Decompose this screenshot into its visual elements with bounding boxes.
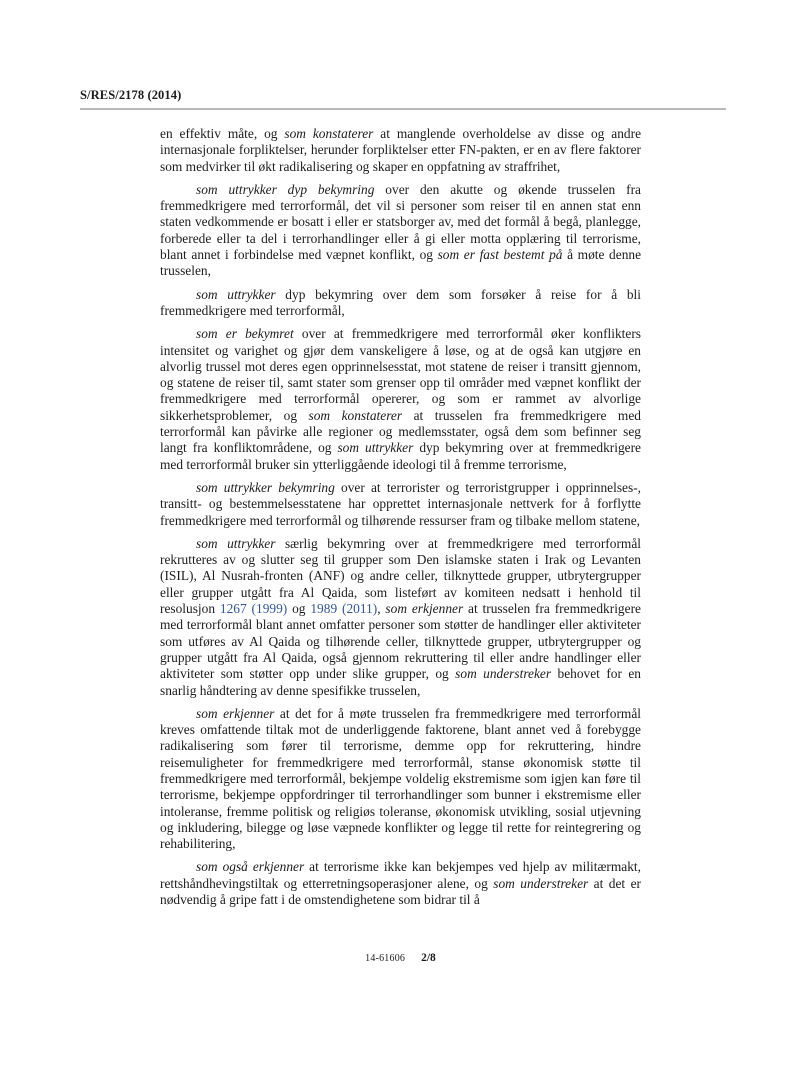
italic-phrase: som understreker (455, 666, 552, 682)
italic-phrase: som understreker (493, 875, 589, 891)
resolution-link[interactable]: 1267 (1999) (219, 601, 288, 617)
text-run: at terrorisme ikke kan bekjempes ved hjelp av militærmakt, rettshåndhevingstiltak og etterretningsoperasjoner alene, og (160, 859, 641, 891)
document-body (160, 126, 641, 915)
italic-phrase: som erkjenner (196, 705, 275, 721)
italic-phrase: som er bekymret (196, 326, 294, 342)
document-number: S/RES/2178 (2014) (80, 88, 182, 102)
text-run: at manglende overholdelse av disse og andre internasjonale forpliktelser, herunder forpliktelser etter FN-pakten, er en av flere faktorer som medvirker til økt radikalisering og skaper en oppfatning av straffrihet, (160, 126, 642, 174)
italic-phrase: som konstaterer (284, 126, 374, 141)
italic-phrase: som uttrykker bekymring (196, 479, 335, 495)
text-run: dyp bekymring over at fremmedkrigere med terrorformål bruker sin ytterliggående ideologi til å fremme terrorisme, (160, 440, 641, 472)
header-rule (80, 108, 726, 110)
text-run: at trusselen fra fremmedkrigere med terrorformål blant annet omfatter personer som støtter de handlinger eller aktiviteter som utføres av Al Qaida og tilhørende celler, tilknyttede grupper, utbrytergrupper og grupper utgått fra Al Qaida, også gjennom rekruttering til eller andre handlinger eller aktiviteter som støtter opp under slike grupper, og (160, 601, 641, 682)
paragraph (160, 706, 641, 853)
text-run: at det er nødvendig å gripe fatt i de omstendighetene som bidrar til å (160, 875, 641, 908)
job-number: 14-61606 (365, 953, 406, 964)
text-run: , (377, 601, 386, 617)
text-run: og (287, 601, 311, 617)
italic-phrase: som uttrykker (196, 535, 276, 551)
paragraph (160, 326, 641, 473)
text-run: dyp bekymring over dem som forsøker å reise for å bli fremmedkrigere med terrorformål, (160, 286, 641, 318)
text-run: å møte denne trusselen, (160, 247, 642, 279)
text-run: en effektiv måte, og (160, 126, 285, 141)
paragraph (160, 287, 641, 320)
italic-phrase: som konstaterer (308, 407, 403, 423)
italic-phrase: som erkjenner (385, 601, 464, 617)
text-run: behovet for en snarlig håndtering av denne spesifikke trusselen, (160, 666, 641, 698)
document-header (80, 88, 726, 110)
page-number: 2/8 (421, 952, 436, 964)
paragraph (160, 536, 641, 699)
text-run: over at fremmedkrigere med terrorformål øker konflikters intensitet og varighet og gjør dem vanskeligere å løse, og at de også kan utgjøre en alvorlig trussel mot deres egen opprinnelsesstat, mot statene de reiser i transitt gjennom, og statene de reiser til, samt stater som grenser opp til områder med væpnet konflikt der fremmedkrigere med terrorformål opererer, og som er rammet av alvorlige sikkerhetsproblemer, og (160, 326, 642, 423)
paragraph (160, 859, 641, 908)
page-footer (160, 952, 641, 964)
text-run: særlig bekymring over at fremmedkrigere med terrorformål rekrutteres av og slutter seg til grupper som Den islamske staten i Irak og Levanten (ISIL), Al Nusrah-fronten (ANF) og andre celler, tilknyttede grupper, utbrytergrupper eller grupper utgått fra Al Qaida, som listeført av komiteen nedsatt i henhold til resolusjon (160, 535, 641, 617)
paragraph (160, 126, 641, 175)
italic-phrase: som uttrykker dyp bekymring (196, 181, 375, 197)
text-run: over den akutte og økende trusselen fra fremmedkrigere med terrorformål, det vil si personer som reiser til en annen stat enn staten vedkommende er bosatt i eller er statsborger av, med det formål å begå, planlegge, forberede eller ta del i terrorhandlinger eller å gi eller motta opplæring til terrorisme, blant annet i forbindelse med væpnet konflikt, og (160, 181, 641, 263)
italic-phrase: som også erkjenner (196, 859, 305, 875)
paragraph (160, 182, 641, 280)
text-run: at det for å møte trusselen fra fremmedkrigere med terrorformål kreves omfattende tiltak mot de underliggende faktorene, blant annet ved å forebygge radikalisering som fører til terrorisme, demme opp for rekruttering, hindre reisemuligheter for fremmedkrigere med terrorformål, stanse økonomisk støtte til fremmedkrigere med terrorformål, bekjempe voldelig ekstremisme som igjen kan føre til terrorisme, bekjempe oppfordringer til terrorhandlinger som bunner i ekstremisme eller intoleranse, fremme politisk og religiøs toleranse, økonomisk utvikling, sosial utjevning og inkludering, bilegge og løse væpnede konflikter og legge til rette for reintegrering og rehabilitering, (160, 705, 641, 852)
paragraph (160, 480, 641, 529)
italic-phrase: som uttrykker (196, 286, 276, 302)
italic-phrase: som er fast bestemt på (437, 247, 563, 263)
italic-phrase: som uttrykker (337, 440, 414, 456)
text-run: over at terrorister og terroristgrupper i opprinnelses-, transitt- og bestemmelsesstatene har opprettet internasjonale nettverk for å forflytte fremmedkrigere med terrorformål og tilhørende ressurser fram og tilbake mellom statene, (160, 479, 641, 528)
text-run: at trusselen fra fremmedkrigere med terrorformål kan påvirke alle regioner og medlemsstater, også dem som befinner seg langt fra konfliktområdene, og (160, 407, 641, 456)
resolution-link[interactable]: 1989 (2011) (310, 601, 378, 617)
